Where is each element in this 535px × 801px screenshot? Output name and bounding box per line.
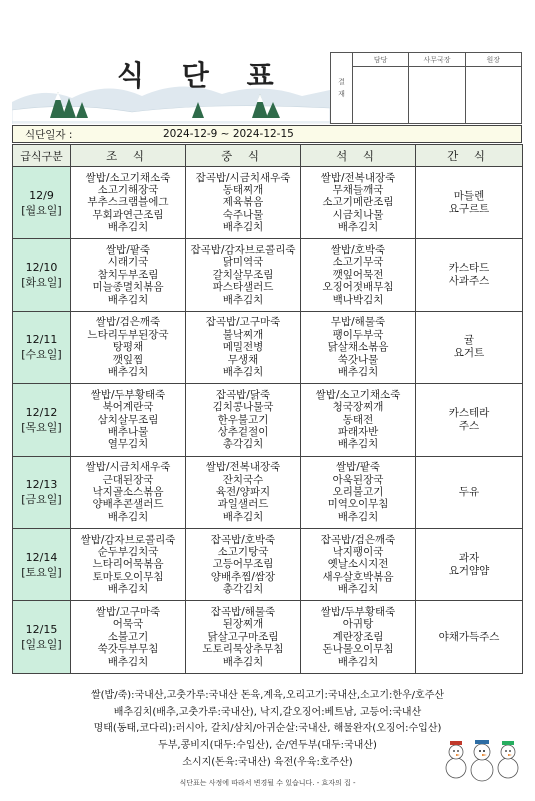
menu-item: 사과주스 (448, 275, 490, 288)
menu-item: 쌀밥/시금치새우죽 (85, 461, 171, 474)
day-weekday: [금요일] (21, 493, 62, 507)
lunch-cell (186, 239, 301, 311)
menu-item: 탕평채 (112, 341, 144, 354)
menu-item: 소고기해장국 (97, 184, 159, 197)
menu-item: 팽이두부국 (332, 328, 384, 341)
menu-item: 카스타드 (448, 262, 490, 275)
table-row (13, 239, 523, 311)
lunch-cell (186, 384, 301, 456)
menu-item: 육전/양파지 (215, 486, 271, 499)
menu-item: 오징어젓배무침 (322, 281, 394, 294)
dinner-cell (301, 239, 416, 311)
menu-item: 과자 (458, 551, 480, 564)
menu-item: 잡곡밥/고구마죽 (205, 316, 281, 329)
menu-item: 배추김치 (222, 221, 264, 234)
approval-box (330, 52, 522, 124)
menu-item: 부추스크램블에그 (87, 196, 169, 209)
menu-item: 소불고기 (107, 630, 149, 643)
header-lunch: 중 식 (186, 145, 301, 167)
period-value: 2024-12-9 ~ 2024-12-15 (163, 128, 294, 140)
breakfast-cell (71, 456, 186, 528)
menu-item: 느타리어묵볶음 (92, 558, 164, 571)
menu-item: 닭살채소볶음 (327, 341, 389, 354)
menu-item: 잡곡밥/시금치새우죽 (195, 171, 291, 184)
breakfast-cell (71, 528, 186, 600)
menu-item: 두유 (458, 485, 480, 498)
snack-cell (416, 601, 523, 673)
menu-item: 새우살호박볶음 (322, 570, 394, 583)
day-date: 12/15 (25, 623, 58, 637)
breakfast-cell (71, 601, 186, 673)
snack-cell (416, 311, 523, 383)
menu-item: 파래자반 (337, 426, 379, 439)
lunch-cell (186, 528, 301, 600)
day-weekday: [일요일] (21, 638, 62, 652)
menu-item: 참치두부조림 (97, 268, 159, 281)
menu-item: 배추김치 (337, 655, 379, 668)
dinner-cell (301, 456, 416, 528)
day-weekday: [목요일] (21, 420, 62, 434)
table-row (13, 311, 523, 383)
menu-item: 귤 (463, 334, 475, 347)
dinner-cell (301, 601, 416, 673)
menu-item: 쌀밥/고구마죽 (95, 606, 161, 619)
menu-item: 배추김치 (337, 438, 379, 451)
menu-item: 배추김치 (222, 655, 264, 668)
menu-item: 닭살고구마조림 (207, 630, 279, 643)
menu-item: 마들렌 (453, 189, 485, 202)
lunch-cell (186, 456, 301, 528)
breakfast-cell (71, 384, 186, 456)
menu-item: 쌀밥/전복내장죽 (205, 461, 281, 474)
table-row (13, 167, 523, 239)
menu-item: 배추김치 (107, 293, 149, 306)
table-row (13, 528, 523, 600)
day-weekday: [수요일] (21, 348, 62, 362)
lunch-cell (186, 601, 301, 673)
menu-item: 토마토오이무침 (92, 570, 164, 583)
menu-item: 상추겉절이 (217, 426, 269, 439)
menu-item: 북어계란국 (102, 401, 154, 414)
menu-item: 쌀밥/전복내장죽 (320, 171, 396, 184)
origin-line: 쌀(밥/죽):국내산,고춧가루:국내산 돈육,계육,오리고기:국내산,소고기:한우/호주산 (90, 690, 445, 701)
menu-item: 고등어무조림 (212, 558, 274, 571)
day-cell (13, 601, 71, 673)
menu-item: 순두부김치국 (97, 546, 159, 559)
dinner-cell (301, 167, 416, 239)
day-weekday: [화요일] (21, 276, 62, 290)
menu-item: 갈치살무조림 (212, 268, 274, 281)
menu-item: 쌀밥/감자브로콜리죽 (80, 533, 176, 546)
menu-item: 숙주나물 (222, 208, 264, 221)
menu-item: 청국장찌개 (332, 401, 384, 414)
menu-item: 동태찌개 (222, 184, 264, 197)
menu-item: 쌀밥/팥죽 (105, 244, 151, 257)
menu-item: 제육볶음 (222, 196, 264, 209)
menu-item: 쌀밥/검은깨죽 (95, 316, 161, 329)
lunch-cell (186, 167, 301, 239)
menu-item: 배추나물 (107, 426, 149, 439)
dinner-cell (301, 528, 416, 600)
menu-item: 느타리두부된장국 (87, 328, 169, 341)
menu-item: 배추김치 (107, 366, 149, 379)
menu-item: 도토리묵상추무침 (202, 643, 284, 656)
period-label: 식단일자 : (25, 128, 73, 141)
menu-item: 양배추찜/쌈장 (210, 570, 276, 583)
menu-item: 배추김치 (222, 293, 264, 306)
footer-notice: 식단표는 사정에 따라서 변경될 수 있습니다. - 효자의 집 - (179, 779, 356, 787)
menu-item: 잡곡밥/호박죽 (210, 533, 276, 546)
menu-item: 쌀밥/두부황태죽 (90, 388, 166, 401)
menu-item: 쌀밥/두부황태죽 (320, 606, 396, 619)
menu-item: 소고기무국 (332, 256, 384, 269)
menu-item: 시금치나물 (332, 208, 384, 221)
lunch-cell (186, 311, 301, 383)
menu-item: 계란장조림 (332, 630, 384, 643)
menu-item: 과일샐러드 (217, 498, 269, 511)
menu-item: 어묵국 (112, 618, 144, 631)
menu-item: 요거트 (453, 347, 485, 360)
menu-item: 미역오이무침 (327, 498, 389, 511)
approval-column-manager: 사무국장 (409, 53, 465, 123)
header-snack: 간 식 (416, 145, 523, 167)
menu-item: 근대된장국 (102, 473, 154, 486)
menu-period (12, 125, 522, 143)
menu-item: 무생채 (227, 353, 259, 366)
day-cell (13, 456, 71, 528)
day-date: 12/11 (25, 333, 58, 347)
day-date: 12/13 (25, 478, 58, 492)
menu-item: 동태전 (342, 413, 374, 426)
menu-item: 잔치국수 (222, 473, 264, 486)
menu-item: 아욱된장국 (332, 473, 384, 486)
menu-item: 쌀밥/팥죽 (335, 461, 381, 474)
approval-column-staff: 담당 (353, 53, 409, 123)
page-title: 식 단 표 (117, 59, 288, 92)
snack-cell (416, 456, 523, 528)
day-date: 12/9 (29, 188, 54, 202)
menu-item: 불낙찌개 (222, 328, 264, 341)
day-weekday: [토요일] (21, 565, 62, 579)
table-header-row (13, 145, 523, 167)
menu-item: 양배추콘샐러드 (92, 498, 164, 511)
dinner-cell (301, 311, 416, 383)
menu-item: 총각김치 (222, 438, 264, 451)
header-category: 급식구분 (13, 145, 71, 167)
menu-item: 주스 (458, 419, 480, 432)
day-date: 12/12 (25, 405, 58, 419)
header-dinner: 석 식 (301, 145, 416, 167)
menu-item: 무회과연근조림 (92, 208, 164, 221)
menu-item: 백나박김치 (332, 293, 384, 306)
day-cell (13, 167, 71, 239)
menu-item: 미늘종멸치볶음 (92, 281, 164, 294)
menu-item: 낙지골소스볶음 (92, 486, 164, 499)
menu-item: 배추김치 (337, 583, 379, 596)
menu-item: 메밀전병 (222, 341, 264, 354)
menu-item: 야채가득주스 (438, 630, 500, 643)
menu-item: 배추김치 (337, 510, 379, 523)
table-row (13, 384, 523, 456)
menu-item: 쌀밥/호박죽 (330, 244, 386, 257)
menu-item: 소고기탕국 (217, 546, 269, 559)
menu-item: 된장찌개 (222, 618, 264, 631)
menu-item: 돈나물오이무침 (322, 643, 394, 656)
menu-item: 배추김치 (337, 366, 379, 379)
menu-item: 김치콩나물국 (212, 401, 274, 414)
menu-item: 쌀밥/소고기채소죽 (315, 388, 401, 401)
snack-cell (416, 528, 523, 600)
menu-item: 잡곡밥/감자브로콜리죽 (190, 244, 296, 257)
menu-item: 시래기국 (107, 256, 149, 269)
snack-cell (416, 167, 523, 239)
breakfast-cell (71, 239, 186, 311)
menu-item: 배추김치 (107, 510, 149, 523)
menu-item: 한우불고기 (217, 413, 269, 426)
menu-item: 배추김치 (107, 221, 149, 234)
dinner-cell (301, 384, 416, 456)
header-breakfast: 조 식 (71, 145, 186, 167)
title-area (12, 52, 330, 124)
origin-line: 소시지(돈육:국내산) 육전(우육:호주산) (182, 756, 353, 768)
menu-item: 쌀밥/소고기채소죽 (85, 171, 171, 184)
menu-table (12, 144, 523, 674)
snack-cell (416, 384, 523, 456)
menu-item: 잡곡밥/해물죽 (210, 606, 276, 619)
breakfast-cell (71, 167, 186, 239)
day-cell (13, 528, 71, 600)
approval-column-director: 원장 (466, 53, 521, 123)
menu-table-body (13, 167, 523, 674)
menu-item: 배추김치 (222, 366, 264, 379)
day-cell (13, 311, 71, 383)
header (12, 52, 522, 124)
menu-item: 요거얌얌 (448, 564, 490, 577)
menu-item: 무밥/해물죽 (330, 316, 386, 329)
menu-item: 닭미역국 (222, 256, 264, 269)
origin-line: 명태(동태,코다리):러시아, 갈치/삼치/아귀순살:국내산, 해물완자(오징어:수입산) (93, 723, 442, 735)
menu-item: 카스테라 (448, 406, 490, 419)
menu-item: 깻잎어묵전 (332, 268, 384, 281)
day-weekday: [월요일] (21, 203, 62, 217)
day-date: 12/14 (25, 550, 58, 564)
day-cell (13, 239, 71, 311)
approval-label: 결 재 (331, 53, 353, 123)
snack-cell (416, 239, 523, 311)
menu-item: 배추김치 (222, 510, 264, 523)
menu-item: 삼치살무조림 (97, 413, 159, 426)
menu-item: 배추김치 (107, 655, 149, 668)
menu-item: 아귀탕 (342, 618, 374, 631)
menu-item: 무채들깨국 (332, 184, 384, 197)
menu-item: 쑥갓나물 (337, 353, 379, 366)
snowmen-illustration (438, 724, 528, 784)
table-row (13, 456, 523, 528)
table-row (13, 601, 523, 673)
menu-item: 옛날소시지전 (327, 558, 389, 571)
origin-line: 두부,콩비지(대두:수입산), 순/연두부(대두:국내산) (158, 740, 377, 752)
menu-item: 잡곡밥/닭죽 (215, 388, 271, 401)
menu-item: 오리불고기 (332, 486, 384, 499)
menu-item: 배추김치 (337, 221, 379, 234)
menu-item: 파스타샐러드 (212, 281, 274, 294)
day-date: 12/10 (25, 261, 58, 275)
menu-item: 열무김치 (107, 438, 149, 451)
menu-item: 총각김치 (222, 583, 264, 596)
menu-item: 쑥갓두부무침 (97, 643, 159, 656)
menu-item: 소고기메란조림 (322, 196, 394, 209)
menu-item: 요구르트 (448, 202, 490, 215)
breakfast-cell (71, 311, 186, 383)
menu-item: 배추김치 (107, 583, 149, 596)
day-cell (13, 384, 71, 456)
menu-item: 깻잎찜 (112, 353, 144, 366)
origin-line: 배추김치(배추,고춧가루:국내산), 낙지,갈오징어:베트남, 고등어:국내산 (113, 706, 422, 718)
menu-item: 잡곡밥/검은깨죽 (320, 533, 396, 546)
menu-item: 낙지팽이국 (332, 546, 384, 559)
